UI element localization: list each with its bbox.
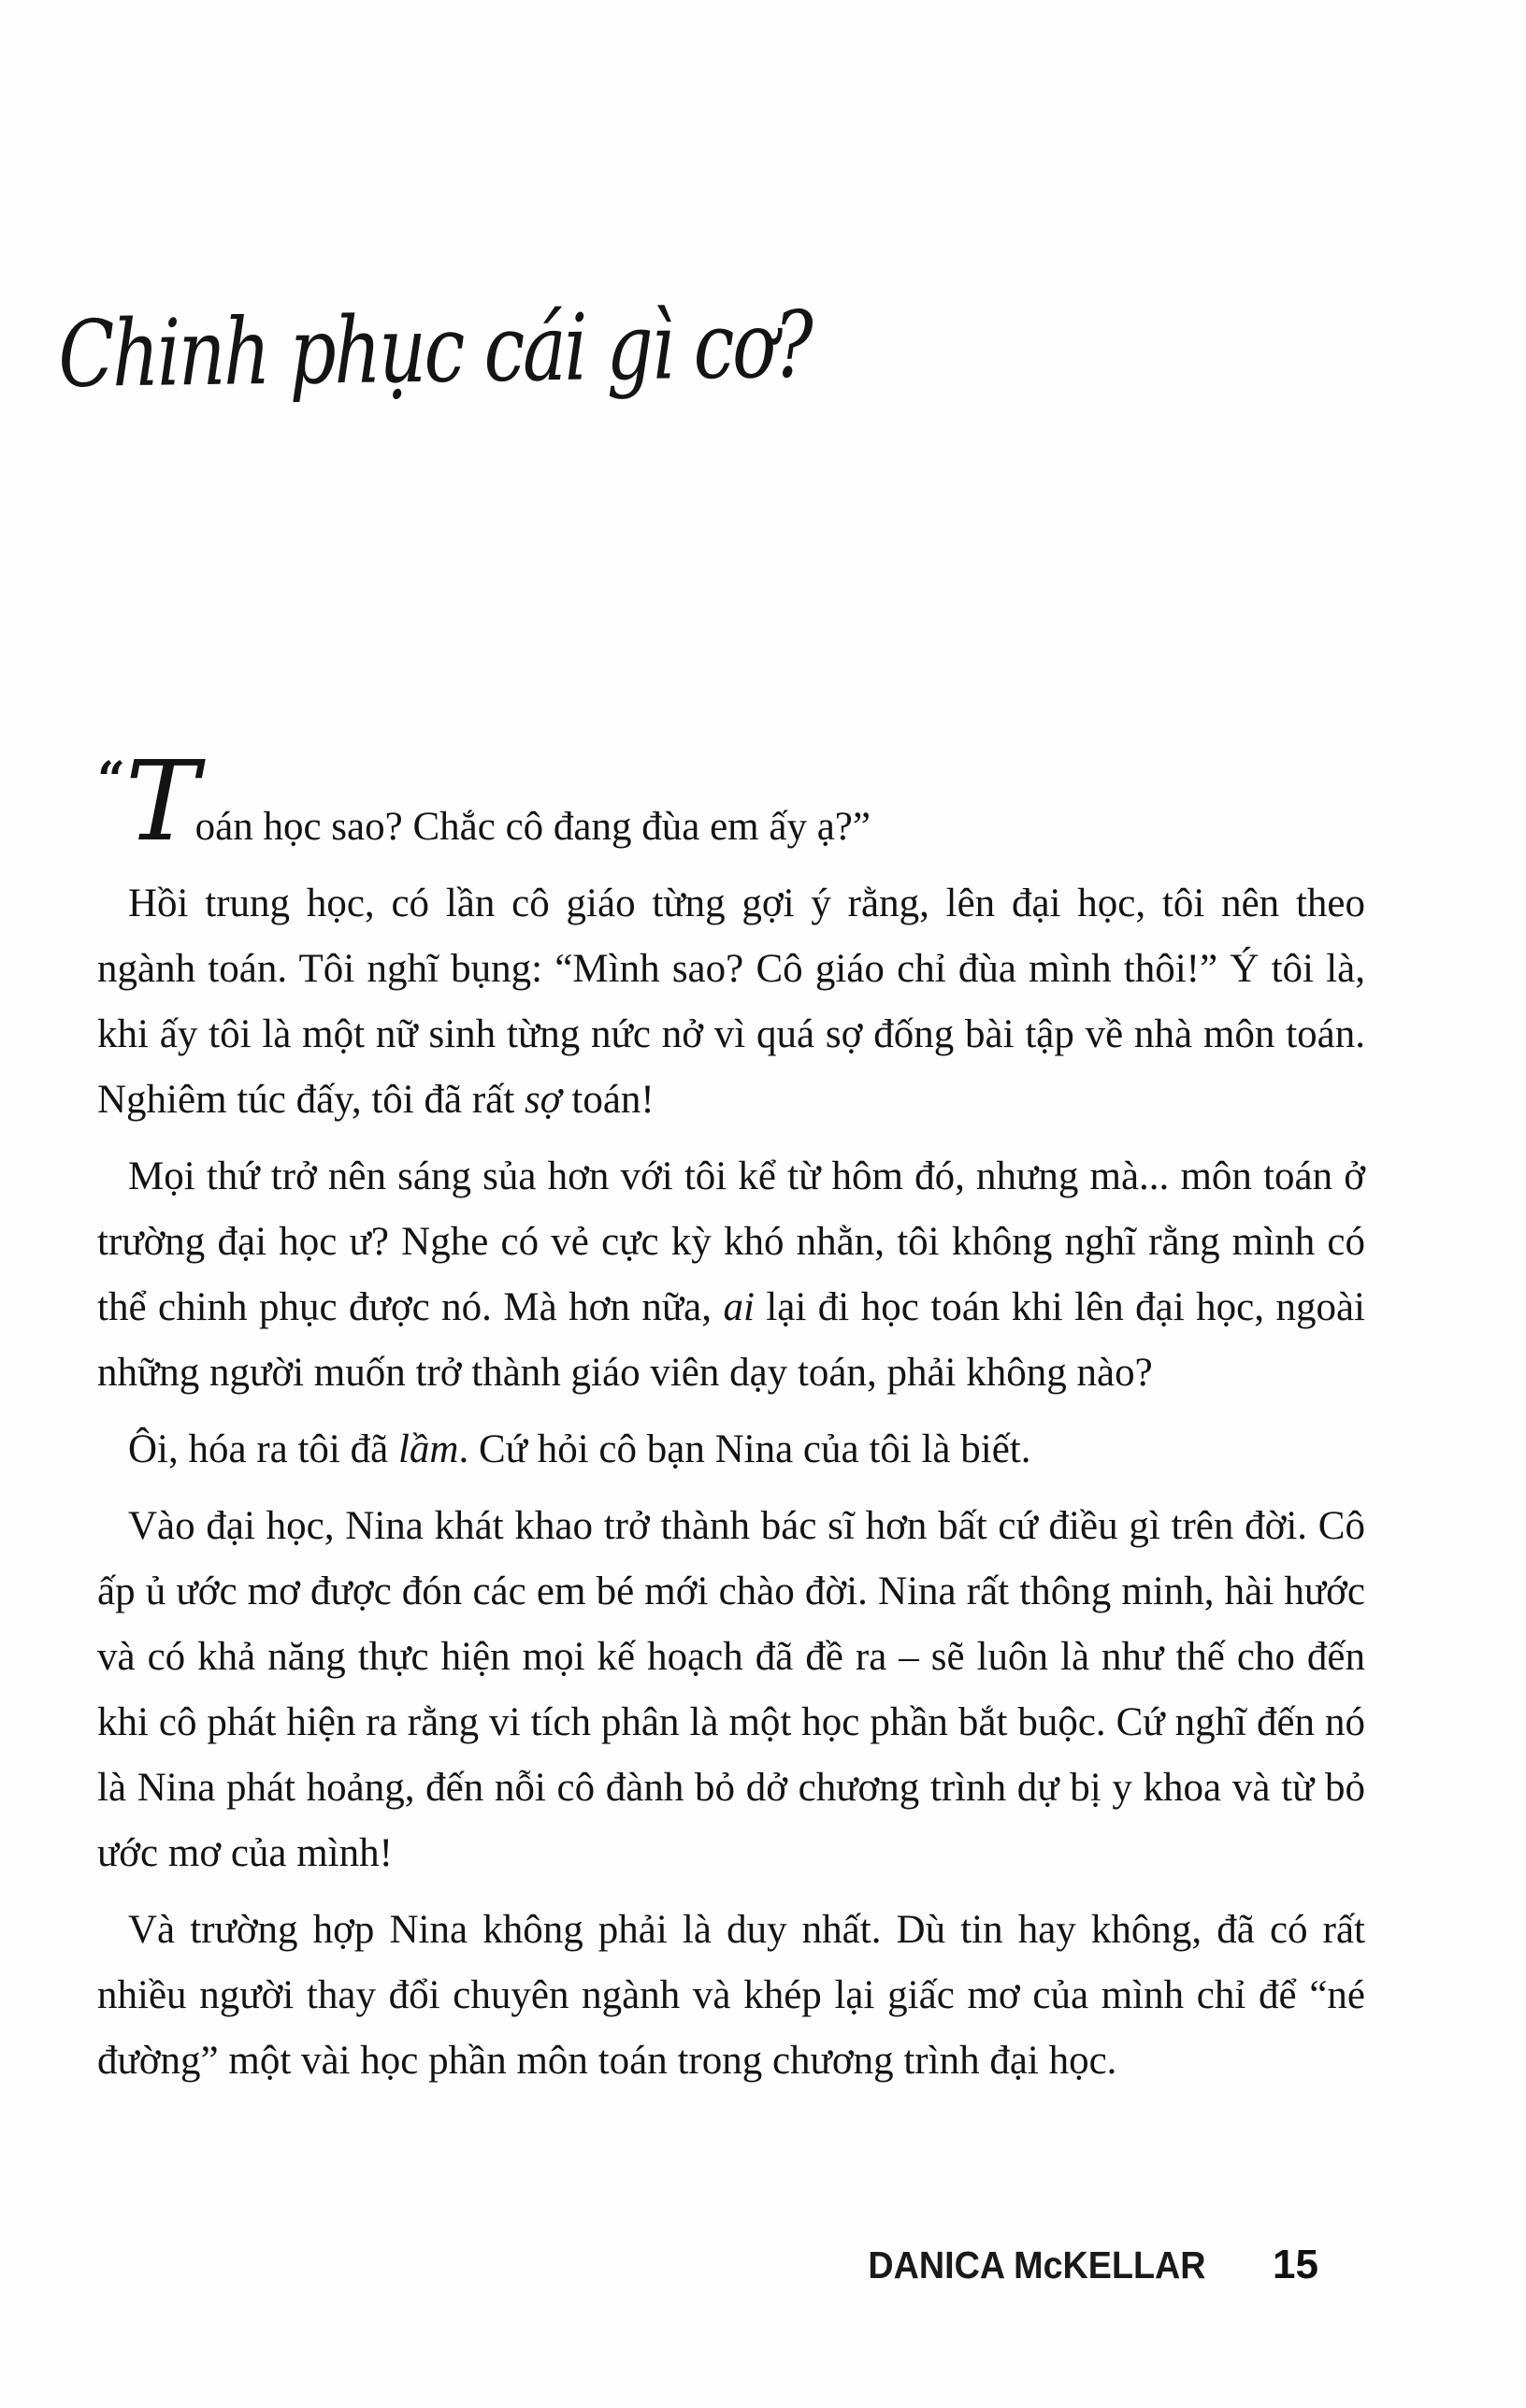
text-segment: Hồi trung học, có lần cô giáo từng gợi ý rằng, lên đại học, tôi nên theo ngành toán. Tôi nghĩ bụng: “Mình sao? Cô giáo chỉ đùa mình thôi!” Ý tôi là, khi ấy tôi là một nữ sinh từng nức nở vì quá sợ đống bài tập về nhà môn toán. Nghiêm túc đấy, tôi đã rất (97, 882, 1365, 1122)
emphasized-text: ai (723, 1285, 755, 1329)
drop-cap-letter: T (124, 737, 195, 866)
text-segment: toán! (561, 1078, 655, 1122)
emphasized-text: lầm (397, 1427, 459, 1471)
opening-quote-mark: “ (97, 752, 120, 809)
text-segment: Mọi thứ trở nên sáng sủa hơn với tôi kể từ hôm đó, nhưng mà... môn toán ở trường đại học ư? Nghe có vẻ cực kỳ khó nhằn, tôi không nghĩ rằng mình có thể chinh phục được nó. Mà hơn nữa, (97, 1154, 1365, 1329)
opening-paragraph (97, 696, 1365, 866)
page-footer (839, 2242, 1318, 2288)
paragraph (97, 1144, 1365, 1406)
body-text (97, 696, 1365, 2105)
text-segment: Và trường hợp Nina không phải là duy nhất. Dù tin hay không, đã có rất nhiều người thay đổi chuyên ngành và khép lại giấc mơ của mình chỉ để “né đường” một vài học phần môn toán trong chương trình đại học. (97, 1908, 1365, 2083)
text-segment: Vào đại học, Nina khát khao trở thành bác sĩ hơn bất cứ điều gì trên đời. Cô ấp ủ ước mơ được đón các em bé mới chào đời. Nina rất thông minh, hài hước và có khả năng thực hiện mọi kế hoạch đã đề ra – sẽ luôn là như thế cho đến khi cô phát hiện ra rằng vi tích phân là một học phần bắt buộc. Cứ nghĩ đến nó là Nina phát hoảng, đến nỗi cô đành bỏ dở chương trình dự bị y khoa và từ bỏ ước mơ của mình! (97, 1504, 1365, 1875)
footer-author-name: DANICA McKELLAR (867, 2243, 1206, 2286)
text-segment: . Cứ hỏi cô bạn Nina của tôi là biết. (458, 1427, 1031, 1471)
text-segment: Ôi, hóa ra tôi đã (128, 1427, 398, 1471)
paragraph (97, 1494, 1365, 1886)
text-segment: oán học sao? Chắc cô đang đùa em ấy ạ?” (194, 805, 871, 849)
emphasized-text: sợ (524, 1078, 562, 1122)
paragraph (97, 871, 1365, 1133)
footer-page-number: 15 (1273, 2242, 1318, 2287)
paragraph (97, 1417, 1365, 1483)
paragraph (97, 1898, 1365, 2094)
text-segment: lại đi học toán khi lên đại học, ngoài những người muốn trở thành giáo viên dạy toán, phải không nào? (97, 1285, 1365, 1395)
chapter-title: Chinh phục cái gì cơ? (58, 292, 812, 408)
